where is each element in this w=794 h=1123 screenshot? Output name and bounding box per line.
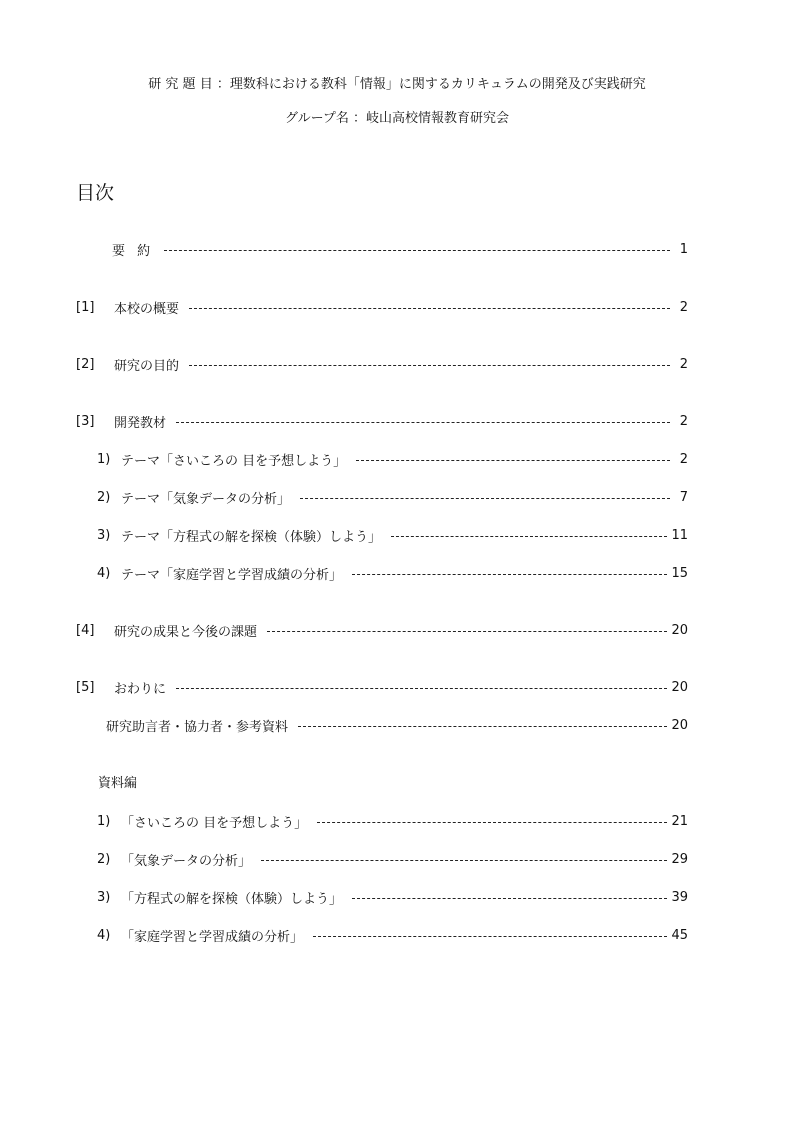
toc-entry-page: 2 <box>679 299 688 315</box>
toc-entry-page: 20 <box>671 622 688 638</box>
toc-entry-title: テーマ「さいころの 目を予想しよう」 <box>121 453 347 469</box>
dot-leader <box>189 308 670 309</box>
toc-subentry-2 <box>97 487 688 507</box>
toc-entry-number: [3] <box>76 413 95 429</box>
toc-entry-number: [4] <box>76 622 95 638</box>
dot-leader <box>189 365 670 366</box>
toc-entry-page: 20 <box>671 717 688 733</box>
toc-entry-page: 11 <box>671 527 688 543</box>
appendix-entry-1 <box>97 811 688 831</box>
appendix-entry-page: 21 <box>671 813 688 829</box>
dot-leader <box>298 726 667 727</box>
toc-entry-page: 15 <box>671 565 688 581</box>
toc-subentry-1 <box>97 449 688 469</box>
toc-entry-number: [1] <box>76 299 95 315</box>
appendix-entry-number: 4) <box>97 927 111 943</box>
dot-leader <box>356 460 670 461</box>
toc-entry-page: 7 <box>679 489 688 505</box>
toc-entry-title: テーマ「気象データの分析」 <box>121 491 291 507</box>
toc-entry-title: テーマ「方程式の解を探検（体験）しよう」 <box>121 529 382 545</box>
dot-leader <box>352 898 667 899</box>
toc-entry-page: 20 <box>671 679 688 695</box>
appendix-heading: 資料編 <box>98 776 138 791</box>
dot-leader <box>176 422 670 423</box>
toc-entry-5 <box>76 677 688 697</box>
toc-entry-page: 2 <box>679 413 688 429</box>
toc-entry-title: 本校の概要 <box>114 301 180 317</box>
appendix-entry-number: 3) <box>97 889 111 905</box>
toc-subentry-3 <box>97 525 688 545</box>
toc-heading: 目次 <box>76 182 115 204</box>
toc-entry-3 <box>76 411 688 431</box>
dot-leader <box>352 574 667 575</box>
toc-entry-title: 研究の目的 <box>114 358 180 374</box>
appendix-entry-number: 1) <box>97 813 111 829</box>
appendix-entry-number: 2) <box>97 851 111 867</box>
toc-entry-number: 4) <box>97 565 111 581</box>
toc-entry-2 <box>76 354 688 374</box>
dot-leader <box>176 688 667 689</box>
toc-entry-title: テーマ「家庭学習と学習成績の分析」 <box>121 567 343 583</box>
appendix-entry-page: 29 <box>671 851 688 867</box>
toc-entry-page: 2 <box>679 356 688 372</box>
toc-entry-4 <box>76 620 688 640</box>
appendix-entry-page: 39 <box>671 889 688 905</box>
appendix-entry-title: 「気象データの分析」 <box>121 853 252 869</box>
dot-leader <box>267 631 667 632</box>
toc-entry-page: 1 <box>679 241 688 257</box>
appendix-entry-page: 45 <box>671 927 688 943</box>
toc-entry-page: 2 <box>679 451 688 467</box>
dot-leader <box>164 250 670 251</box>
toc-subentry-4 <box>97 563 688 583</box>
research-title: 研 究 題 目 ：理数科における教科「情報」に関するカリキュラムの開発及び実践研究 <box>148 77 646 92</box>
toc-entry-number: 3) <box>97 527 111 543</box>
toc-entry-title: おわりに <box>114 681 167 697</box>
group-name: グループ名 ：岐山高校情報教育研究会 <box>284 111 510 126</box>
toc-entry-1 <box>76 297 688 317</box>
toc-entry-number: 2) <box>97 489 111 505</box>
toc-entry-title: 開発教材 <box>114 415 167 431</box>
toc-entry-number: [2] <box>76 356 95 372</box>
appendix-entry-4 <box>97 925 688 945</box>
toc-entry-advisors <box>106 715 688 735</box>
appendix-entry-title: 「方程式の解を探検（体験）しよう」 <box>121 891 343 907</box>
appendix-entry-3 <box>97 887 688 907</box>
toc-entry-number: 1) <box>97 451 111 467</box>
toc-entry-number: [5] <box>76 679 95 695</box>
dot-leader <box>317 822 667 823</box>
toc-entry-summary <box>112 239 688 259</box>
dot-leader <box>391 536 667 537</box>
dot-leader <box>261 860 667 861</box>
dot-leader <box>300 498 670 499</box>
toc-entry-title: 要 約 <box>112 243 155 259</box>
appendix-entry-title: 「さいころの 目を予想しよう」 <box>121 815 308 831</box>
toc-entry-title: 研究の成果と今後の課題 <box>114 624 258 640</box>
appendix-entry-2 <box>97 849 688 869</box>
toc-entry-title: 研究助言者・協力者・参考資料 <box>106 719 289 735</box>
dot-leader <box>313 936 667 937</box>
appendix-entry-title: 「家庭学習と学習成績の分析」 <box>121 929 304 945</box>
